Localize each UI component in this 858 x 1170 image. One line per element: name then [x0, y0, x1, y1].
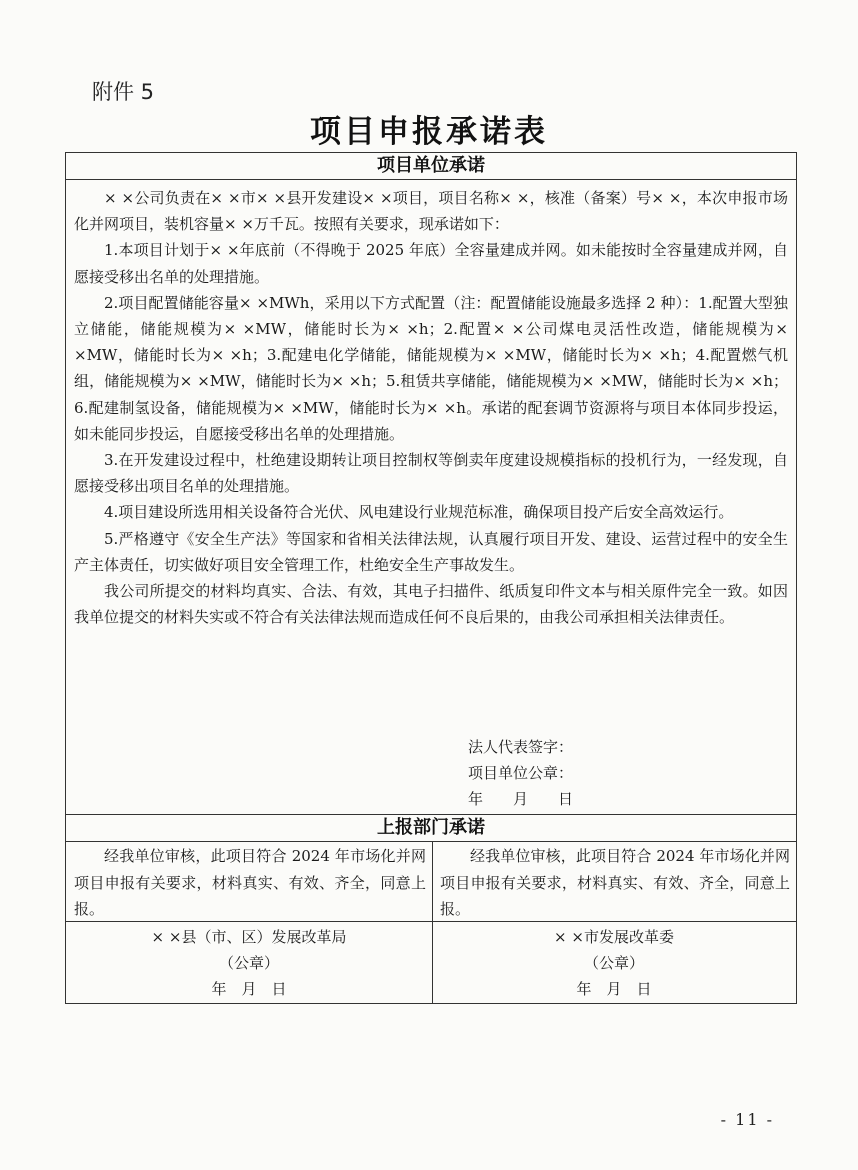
closing-paragraph: 我公司所提交的材料均真实、合法、有效，其电子扫描件、纸质复印件文本与相关原件完全一致。如因我单位提交的材料失实或不符合有关法律法规而造成任何不良后果的，由我公司承担相关法律责任。	[74, 582, 788, 627]
page-title: 项目申报承诺表	[310, 114, 548, 150]
legal-rep-signature-label: 法人代表签字：	[468, 738, 574, 756]
divider	[66, 921, 796, 922]
city-opinion-text: 经我单位审核，此项目符合 2024 年市场化并网项目申报有关要求，材料真实、有效、齐全，同意上报。	[440, 847, 790, 918]
attachment-label: 附件 5	[92, 80, 155, 104]
page-number: - 11 -	[720, 1110, 774, 1129]
county-org-name: × ×县（市、区）发展改革局	[151, 928, 347, 946]
divider	[66, 841, 796, 842]
county-seal-block	[66, 924, 432, 1002]
city-date-label: 年 月 日	[576, 980, 652, 998]
commitment-item-4: 4.项目建设所选用相关设备符合光伏、风电建设行业规范标准，确保项目投产后安全高效运行。	[104, 503, 734, 522]
county-opinion	[74, 843, 426, 923]
unit-commitment-body	[74, 185, 788, 630]
intro-paragraph: × ×公司负责在× ×市× ×县开发建设× ×项目，项目名称× ×，核准（备案）号× ×，本次申报市场化并网项目，装机容量× ×万千瓦。按照有关要求，现承诺如下：	[74, 189, 788, 234]
county-seal-label: （公章）	[218, 954, 279, 972]
commitment-item-1: 1.本项目计划于× ×年底前（不得晚于 2025 年底）全容量建成并网。如未能按时全容量建成并网，自愿接受移出名单的处理措施。	[74, 241, 788, 286]
dept-commitment-heading: 上报部门承诺	[377, 817, 485, 838]
commitment-form	[65, 152, 797, 1004]
commitment-item-5: 5.严格遵守《安全生产法》等国家和省相关法律法规，认真履行项目开发、建设、运营过程中的安全生产主体责任，切实做好项目安全管理工作，杜绝安全生产事故发生。	[74, 529, 788, 574]
city-seal-label: （公章）	[583, 954, 644, 972]
city-opinion	[440, 843, 790, 923]
city-org-name: × ×市发展改革委	[554, 928, 674, 946]
divider	[66, 179, 796, 180]
county-date-label: 年 月 日	[211, 980, 287, 998]
commitment-item-3: 3.在开发建设过程中，杜绝建设期转让项目控制权等倒卖年度建设规模指标的投机行为，一经发现，自愿接受移出项目名单的处理措施。	[74, 451, 788, 496]
unit-commitment-heading: 项目单位承诺	[377, 155, 485, 176]
city-seal-block	[432, 924, 796, 1002]
unit-seal-label: 项目单位公章：	[468, 764, 574, 782]
commitment-item-2: 2.项目配置储能容量× ×MWh，采用以下方式配置（注：配置储能设施最多选择 2 种）：1.配置大型独立储能，储能规模为× ×MW，储能时长为× ×h；2.配置× ×公司煤电灵活性改造，储能规模为× ×MW，储能时长为× ×h；3.配建电化学储能，储能规模为× ×MW，储能时长为× ×h；4.配置燃气机组，储能规模为× ×MW，储能时长为× ×h；5.租赁共享储能，储能规模为× ×MW，储能时长为× ×h；6.配建制氢设备，储能规模为× ×MW，储能时长为× ×h。承诺的配套调节资源将与项目本体同步投运，如未能同步投运，自愿接受移出名单的处理措施。	[74, 293, 788, 443]
unit-date-label: 年 月 日	[468, 790, 574, 808]
county-opinion-text: 经我单位审核，此项目符合 2024 年市场化并网项目申报有关要求，材料真实、有效、齐全，同意上报。	[74, 847, 426, 918]
